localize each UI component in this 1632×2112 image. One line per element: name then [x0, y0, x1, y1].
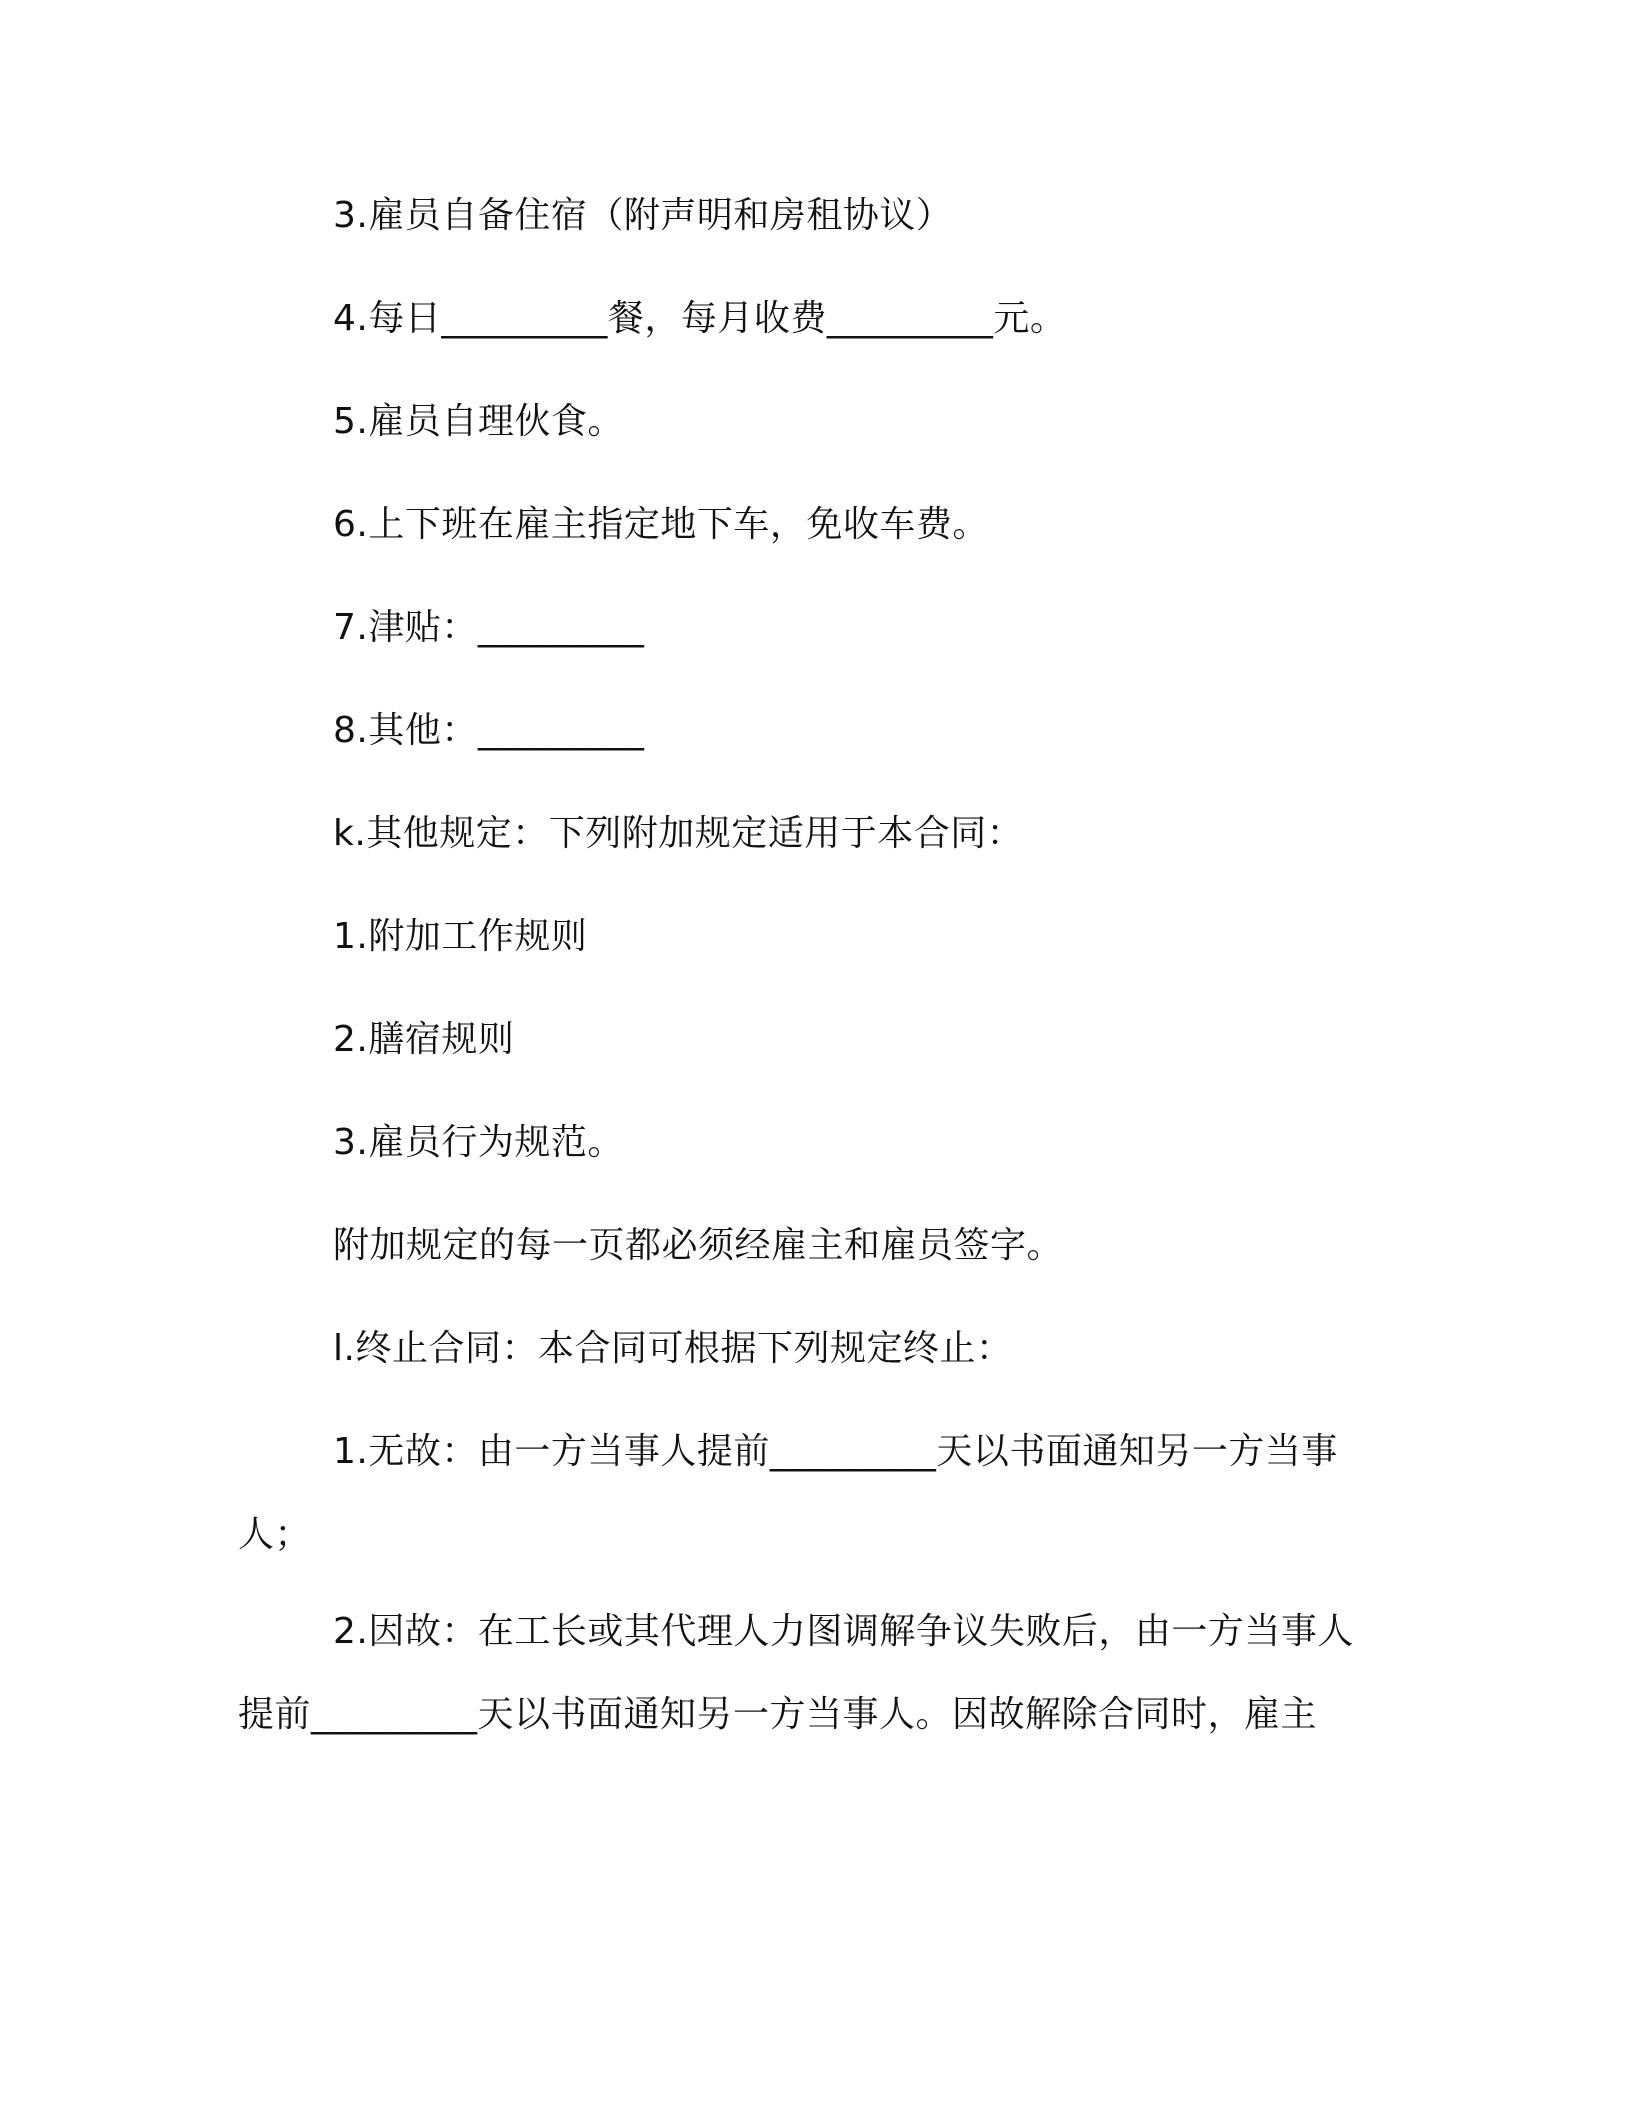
clause-8-other: 8.其他：_________ — [333, 710, 645, 751]
termination-2-with-cause: 2.因故：在工长或其代理人力图调解争议失败后，由一方当事人 — [333, 1611, 1354, 1652]
provision-3-conduct: 3.雇员行为规范。 — [333, 1122, 624, 1163]
provision-2-board-lodging: 2.膳宿规则 — [333, 1019, 515, 1060]
provision-1-work-rules: 1.附加工作规则 — [333, 916, 588, 957]
clause-5-self-meals: 5.雇员自理伙食。 — [333, 401, 624, 442]
clause-3-self-housing: 3.雇员自备住宿（附声明和房租协议） — [333, 195, 953, 236]
signature-requirement: 附加规定的每一页都必须经雇主和雇员签字。 — [333, 1225, 1064, 1266]
termination-1-without-cause: 1.无故：由一方当事人提前_________天以书面通知另一方当事 — [333, 1431, 1338, 1472]
termination-2-continued: 提前_________天以书面通知另一方当事人。因故解除合同时，雇主 — [238, 1694, 1318, 1735]
section-l-termination: l.终止合同：本合同可根据下列规定终止： — [333, 1328, 1013, 1369]
clause-4-meals-fee: 4.每日_________餐，每月收费_________元。 — [333, 298, 1067, 339]
section-k-other-provisions: k.其他规定：下列附加规定适用于本合同： — [333, 813, 1024, 854]
termination-1-continued: 人； — [238, 1514, 312, 1555]
clause-6-transport: 6.上下班在雇主指定地下车，免收车费。 — [333, 504, 989, 545]
clause-7-allowance: 7.津贴：_________ — [333, 607, 645, 648]
